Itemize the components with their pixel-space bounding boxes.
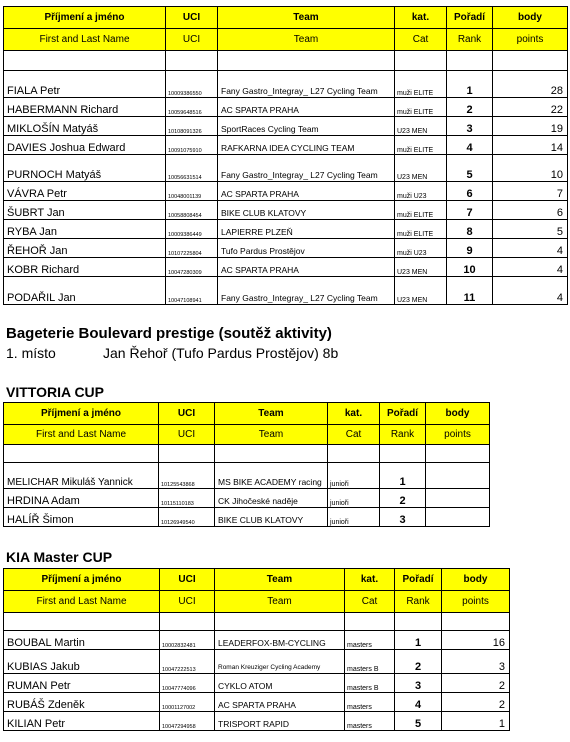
spacer-row bbox=[4, 613, 510, 631]
rider-name: RUMAN Petr bbox=[4, 674, 160, 693]
points: 4 bbox=[493, 258, 568, 277]
table-row bbox=[4, 182, 568, 201]
rider-name: MELICHAR Mikuláš Yannick bbox=[4, 463, 159, 489]
vittoria-title: VITTORIA CUP bbox=[6, 384, 105, 400]
points: 5 bbox=[493, 220, 568, 239]
points bbox=[426, 489, 490, 508]
rider-name: PODAŘIL Jan bbox=[4, 277, 166, 305]
category: masters B bbox=[345, 674, 395, 693]
team-name: TRISPORT RAPID bbox=[215, 712, 345, 731]
uci-code: 10058808454 bbox=[166, 201, 218, 220]
uci-code: 10009386449 bbox=[166, 220, 218, 239]
points: 7 bbox=[493, 182, 568, 201]
header-name-en: First and Last Name bbox=[4, 425, 159, 445]
points: 4 bbox=[493, 239, 568, 258]
header-points-en: points bbox=[493, 29, 568, 51]
team-name: SportRaces Cycling Team bbox=[218, 117, 395, 136]
category: muži ELITE bbox=[395, 71, 447, 98]
table-row bbox=[4, 71, 568, 98]
rider-name: MIKLOŠÍN Matyáš bbox=[4, 117, 166, 136]
spacer-row bbox=[4, 51, 568, 71]
results-table-vittoria bbox=[3, 402, 490, 527]
rank: 8 bbox=[447, 220, 493, 239]
header-team-en: Team bbox=[215, 591, 345, 613]
header-team-en: Team bbox=[218, 29, 395, 51]
uci-code: 10059648516 bbox=[166, 98, 218, 117]
rank: 1 bbox=[447, 71, 493, 98]
category: muži U23 bbox=[395, 239, 447, 258]
uci-code: 10108091326 bbox=[166, 117, 218, 136]
points: 14 bbox=[493, 136, 568, 155]
rank: 3 bbox=[447, 117, 493, 136]
table-row bbox=[4, 631, 510, 650]
header-row-en bbox=[4, 591, 510, 613]
points: 16 bbox=[442, 631, 510, 650]
table-row bbox=[4, 239, 568, 258]
points: 3 bbox=[442, 650, 510, 674]
rider-name: VÁVRA Petr bbox=[4, 182, 166, 201]
uci-code: 10056631514 bbox=[166, 155, 218, 182]
uci-code: 10001127002 bbox=[160, 693, 215, 712]
header-name-en: First and Last Name bbox=[4, 29, 166, 51]
header-points: body bbox=[426, 403, 490, 425]
points: 1 bbox=[442, 712, 510, 731]
header-team: Team bbox=[215, 403, 328, 425]
rank: 4 bbox=[395, 693, 442, 712]
team-name: LAPIERRE PLZEŇ bbox=[218, 220, 395, 239]
points: 4 bbox=[493, 277, 568, 305]
header-rank: Pořadí bbox=[395, 569, 442, 591]
header-uci: UCI bbox=[159, 403, 215, 425]
rank: 10 bbox=[447, 258, 493, 277]
uci-code: 10009386550 bbox=[166, 71, 218, 98]
category: masters bbox=[345, 693, 395, 712]
header-row-en bbox=[4, 29, 568, 51]
team-name: AC SPARTA PRAHA bbox=[218, 182, 395, 201]
rank: 3 bbox=[395, 674, 442, 693]
team-name: MS BIKE ACADEMY racing bbox=[215, 463, 328, 489]
table-row bbox=[4, 508, 490, 527]
header-cat-en: Cat bbox=[328, 425, 380, 445]
header-uci-en: UCI bbox=[160, 591, 215, 613]
category: U23 MEN bbox=[395, 155, 447, 182]
rank: 7 bbox=[447, 201, 493, 220]
uci-code: 10047294958 bbox=[160, 712, 215, 731]
rank: 9 bbox=[447, 239, 493, 258]
rank: 1 bbox=[395, 631, 442, 650]
rank: 11 bbox=[447, 277, 493, 305]
team-name: Roman Kreuziger Cycling Academy bbox=[215, 650, 345, 674]
header-cat: kat. bbox=[345, 569, 395, 591]
header-rank: Pořadí bbox=[380, 403, 426, 425]
rank: 2 bbox=[395, 650, 442, 674]
header-rank: Pořadí bbox=[447, 7, 493, 29]
header-points: body bbox=[493, 7, 568, 29]
team-name: Tufo Pardus Prostějov bbox=[218, 239, 395, 258]
points: 6 bbox=[493, 201, 568, 220]
header-row-en bbox=[4, 425, 490, 445]
points: 2 bbox=[442, 674, 510, 693]
table-row bbox=[4, 201, 568, 220]
category: junioři bbox=[328, 489, 380, 508]
header-cat-en: Cat bbox=[345, 591, 395, 613]
rider-name: RUBÁŠ Zdeněk bbox=[4, 693, 160, 712]
header-rank-en: Rank bbox=[380, 425, 426, 445]
category: U23 MEN bbox=[395, 117, 447, 136]
spacer-row bbox=[4, 445, 490, 463]
uci-code: 10047108941 bbox=[166, 277, 218, 305]
table-row bbox=[4, 277, 568, 305]
category: U23 MEN bbox=[395, 258, 447, 277]
rider-name: KILIAN Petr bbox=[4, 712, 160, 731]
header-uci: UCI bbox=[166, 7, 218, 29]
rider-name: HABERMANN Richard bbox=[4, 98, 166, 117]
header-points-en: points bbox=[426, 425, 490, 445]
header-name: Příjmení a jméno bbox=[4, 7, 166, 29]
team-name: CYKLO ATOM bbox=[215, 674, 345, 693]
table-row bbox=[4, 650, 510, 674]
team-name: Fany Gastro_Integray_ L27 Cycling Team bbox=[218, 155, 395, 182]
rank: 2 bbox=[380, 489, 426, 508]
header-cat: kat. bbox=[395, 7, 447, 29]
bageterie-title: Bageterie Boulevard prestige (soutěž aktivity) bbox=[6, 325, 332, 342]
header-name: Příjmení a jméno bbox=[4, 569, 160, 591]
header-cat: kat. bbox=[328, 403, 380, 425]
points: 19 bbox=[493, 117, 568, 136]
uci-code: 10115110183 bbox=[159, 489, 215, 508]
rider-name: KOBR Richard bbox=[4, 258, 166, 277]
table-row bbox=[4, 258, 568, 277]
rider-name: HALÍŘ Šimon bbox=[4, 508, 159, 527]
rider-name: HRDINA Adam bbox=[4, 489, 159, 508]
team-name: Fany Gastro_Integray_ L27 Cycling Team bbox=[218, 277, 395, 305]
rank: 4 bbox=[447, 136, 493, 155]
team-name: BIKE CLUB KLATOVY bbox=[215, 508, 328, 527]
header-name: Příjmení a jméno bbox=[4, 403, 159, 425]
header-name-en: First and Last Name bbox=[4, 591, 160, 613]
header-uci: UCI bbox=[160, 569, 215, 591]
rider-name: FIALA Petr bbox=[4, 71, 166, 98]
rider-name: RYBA Jan bbox=[4, 220, 166, 239]
category: masters bbox=[345, 631, 395, 650]
uci-code: 10002832481 bbox=[160, 631, 215, 650]
uci-code: 10047774096 bbox=[160, 674, 215, 693]
uci-code: 10107225804 bbox=[166, 239, 218, 258]
header-rank-en: Rank bbox=[395, 591, 442, 613]
points bbox=[426, 508, 490, 527]
category: masters bbox=[345, 712, 395, 731]
category: muži U23 bbox=[395, 182, 447, 201]
uci-code: 10047280309 bbox=[166, 258, 218, 277]
rank: 5 bbox=[395, 712, 442, 731]
points bbox=[426, 463, 490, 489]
rank: 3 bbox=[380, 508, 426, 527]
rider-name: DAVIES Joshua Edward bbox=[4, 136, 166, 155]
category: muži ELITE bbox=[395, 98, 447, 117]
rider-name: BOUBAL Martin bbox=[4, 631, 160, 650]
rider-name: ŘEHOŘ Jan bbox=[4, 239, 166, 258]
header-cat-en: Cat bbox=[395, 29, 447, 51]
category: muži ELITE bbox=[395, 201, 447, 220]
rider-name: ŠUBRT Jan bbox=[4, 201, 166, 220]
category: muži ELITE bbox=[395, 220, 447, 239]
results-table-kia bbox=[3, 568, 510, 731]
category: muži ELITE bbox=[395, 136, 447, 155]
category: masters B bbox=[345, 650, 395, 674]
table-row bbox=[4, 155, 568, 182]
table-row bbox=[4, 693, 510, 712]
uci-code: 10047222513 bbox=[160, 650, 215, 674]
rider-name: KUBIAS Jakub bbox=[4, 650, 160, 674]
team-name: AC SPARTA PRAHA bbox=[215, 693, 345, 712]
rank: 2 bbox=[447, 98, 493, 117]
header-team: Team bbox=[218, 7, 395, 29]
uci-code: 10091075910 bbox=[166, 136, 218, 155]
team-name: AC SPARTA PRAHA bbox=[218, 98, 395, 117]
uci-code: 10048001139 bbox=[166, 182, 218, 201]
header-team-en: Team bbox=[215, 425, 328, 445]
header-row-cz bbox=[4, 403, 490, 425]
rider-name: PURNOCH Matyáš bbox=[4, 155, 166, 182]
points: 2 bbox=[442, 693, 510, 712]
header-rank-en: Rank bbox=[447, 29, 493, 51]
bageterie-place: 1. místo bbox=[6, 345, 56, 361]
category: junioři bbox=[328, 463, 380, 489]
results-table-main bbox=[3, 6, 568, 305]
header-team: Team bbox=[215, 569, 345, 591]
rank: 5 bbox=[447, 155, 493, 182]
table-row bbox=[4, 463, 490, 489]
table-row bbox=[4, 117, 568, 136]
points: 22 bbox=[493, 98, 568, 117]
header-points-en: points bbox=[442, 591, 510, 613]
team-name: Fany Gastro_Integray_ L27 Cycling Team bbox=[218, 71, 395, 98]
uci-code: 10126949540 bbox=[159, 508, 215, 527]
table-row bbox=[4, 489, 490, 508]
rank: 6 bbox=[447, 182, 493, 201]
bageterie-winner: Jan Řehoř (Tufo Pardus Prostějov) 8b bbox=[103, 345, 339, 361]
header-row-cz bbox=[4, 7, 568, 29]
category: junioři bbox=[328, 508, 380, 527]
table-row bbox=[4, 136, 568, 155]
team-name: AC SPARTA PRAHA bbox=[218, 258, 395, 277]
kia-title: KIA Master CUP bbox=[6, 549, 113, 565]
team-name: CK Jihočeské naděje bbox=[215, 489, 328, 508]
team-name: RAFKARNA IDEA CYCLING TEAM bbox=[218, 136, 395, 155]
table-row bbox=[4, 98, 568, 117]
points: 10 bbox=[493, 155, 568, 182]
points: 28 bbox=[493, 71, 568, 98]
uci-code: 10125543868 bbox=[159, 463, 215, 489]
rank: 1 bbox=[380, 463, 426, 489]
bageterie-winner-line bbox=[6, 345, 338, 361]
header-points: body bbox=[442, 569, 510, 591]
table-row bbox=[4, 220, 568, 239]
category: U23 MEN bbox=[395, 277, 447, 305]
team-name: LEADERFOX-BM-CYCLING bbox=[215, 631, 345, 650]
header-uci-en: UCI bbox=[159, 425, 215, 445]
header-row-cz bbox=[4, 569, 510, 591]
team-name: BIKE CLUB KLATOVY bbox=[218, 201, 395, 220]
table-row bbox=[4, 712, 510, 731]
table-row bbox=[4, 674, 510, 693]
header-uci-en: UCI bbox=[166, 29, 218, 51]
